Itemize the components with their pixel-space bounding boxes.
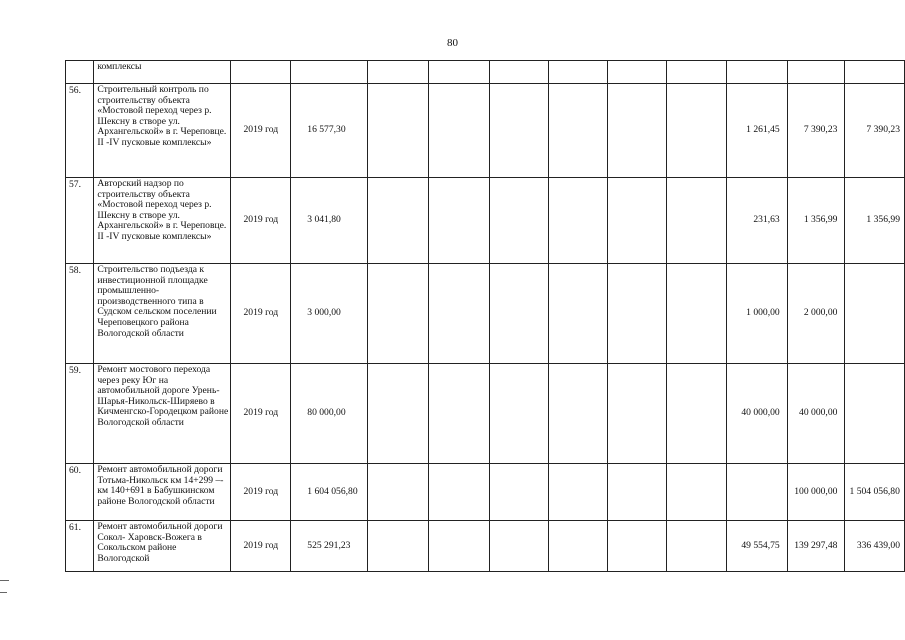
value-cell: 49 554,75 [727, 521, 788, 572]
value-cell: 231,63 [727, 178, 788, 264]
total-cell: 16 577,30 [291, 84, 368, 178]
empty-cell [667, 364, 727, 464]
empty-cell [845, 61, 905, 84]
margin-mark [0, 580, 9, 581]
empty-cell [667, 264, 727, 364]
value-cell: 139 297,48 [787, 521, 845, 572]
year-cell: 2019 год [231, 521, 291, 572]
value-cell [727, 464, 788, 521]
value-cell: 336 439,00 [845, 521, 905, 572]
empty-cell [368, 464, 429, 521]
empty-cell [607, 464, 667, 521]
year-cell: 2019 год [231, 84, 291, 178]
empty-cell [368, 364, 429, 464]
item-name-cell: Авторский надзор по строительству объекта «Мостовой переход через р. Шексну в створе ул. Архангельской» в г. Череповце. II -IV пусковые комплексы» [94, 178, 231, 264]
table-row [66, 84, 905, 178]
margin-mark [0, 592, 7, 593]
value-cell [845, 364, 905, 464]
empty-cell [368, 84, 429, 178]
total-cell: 80 000,00 [291, 364, 368, 464]
empty-cell [429, 464, 490, 521]
total-cell: 525 291,23 [291, 521, 368, 572]
empty-cell [368, 521, 429, 572]
table-row [66, 521, 905, 572]
empty-cell [548, 61, 607, 84]
table-row [66, 178, 905, 264]
page-number: 80 [447, 37, 458, 49]
value-cell: 1 000,00 [727, 264, 788, 364]
empty-cell [429, 521, 490, 572]
empty-cell [429, 264, 490, 364]
table-row [66, 364, 905, 464]
item-name-cell: Ремонт автомобильной дороги Тотьма-Никольск км 14+299 –- км 140+691 в Бабушкинском районе Вологодской области [94, 464, 231, 521]
row-number-cell: 56. [66, 84, 94, 178]
empty-cell [667, 521, 727, 572]
value-cell: 7 390,23 [787, 84, 845, 178]
row-number-cell: 57. [66, 178, 94, 264]
value-cell: 1 504 056,80 [845, 464, 905, 521]
empty-cell [291, 61, 368, 84]
empty-cell [667, 61, 727, 84]
row-number-cell: 61. [66, 521, 94, 572]
empty-cell [667, 464, 727, 521]
empty-cell [231, 61, 291, 84]
value-cell: 100 000,00 [787, 464, 845, 521]
empty-cell [368, 61, 429, 84]
row-number-cell: 60. [66, 464, 94, 521]
empty-cell [548, 464, 607, 521]
empty-cell [489, 264, 548, 364]
row-number-cell: 58. [66, 264, 94, 364]
empty-cell [489, 84, 548, 178]
empty-cell [787, 61, 845, 84]
empty-cell [489, 521, 548, 572]
year-cell: 2019 год [231, 178, 291, 264]
value-cell: 40 000,00 [787, 364, 845, 464]
empty-cell [607, 61, 667, 84]
value-cell: 1 356,99 [845, 178, 905, 264]
value-cell [845, 264, 905, 364]
value-cell: 1 356,99 [787, 178, 845, 264]
item-name-cell: комплексы [94, 61, 231, 84]
year-cell: 2019 год [231, 264, 291, 364]
empty-cell [548, 364, 607, 464]
empty-cell [489, 178, 548, 264]
table-row [66, 464, 905, 521]
item-name-cell: Строительство подъезда к инвестиционной площадке промышленно-производственного типа в Судском сельском поселении Череповецкого района Вологодской области [94, 264, 231, 364]
row-number-cell: 59. [66, 364, 94, 464]
empty-cell [429, 84, 490, 178]
year-cell: 2019 год [231, 464, 291, 521]
empty-cell [727, 61, 788, 84]
empty-cell [548, 84, 607, 178]
empty-cell [429, 178, 490, 264]
value-cell: 7 390,23 [845, 84, 905, 178]
budget-table [65, 60, 905, 572]
value-cell: 40 000,00 [727, 364, 788, 464]
empty-cell [429, 364, 490, 464]
year-cell: 2019 год [231, 364, 291, 464]
empty-cell [489, 364, 548, 464]
total-cell: 1 604 056,80 [291, 464, 368, 521]
empty-cell [489, 464, 548, 521]
value-cell: 1 261,45 [727, 84, 788, 178]
empty-cell [607, 364, 667, 464]
row-number-cell [66, 61, 94, 84]
total-cell: 3 000,00 [291, 264, 368, 364]
empty-cell [548, 178, 607, 264]
table-row [66, 264, 905, 364]
empty-cell [607, 264, 667, 364]
empty-cell [489, 61, 548, 84]
item-name-cell: Ремонт мостового перехода через реку Юг на автомобильной дороге Урень-Шарья-Никольск-Ширяево в Кичменгско-Городецком районе Вологодской области [94, 364, 231, 464]
empty-cell [607, 84, 667, 178]
empty-cell [607, 178, 667, 264]
empty-cell [368, 264, 429, 364]
value-cell: 2 000,00 [787, 264, 845, 364]
empty-cell [607, 521, 667, 572]
empty-cell [548, 521, 607, 572]
table-row [66, 61, 905, 84]
item-name-cell: Строительный контроль по строительству объекта «Мостовой переход через р. Шексну в створе ул. Архангельской» в г. Череповце. II -IV пусковые комплексы» [94, 84, 231, 178]
empty-cell [548, 264, 607, 364]
empty-cell [429, 61, 490, 84]
empty-cell [368, 178, 429, 264]
item-name-cell: Ремонт автомобильной дороги Сокол- Харовск-Вожега в Сокольском районе Вологодской [94, 521, 231, 572]
empty-cell [667, 84, 727, 178]
empty-cell [667, 178, 727, 264]
total-cell: 3 041,80 [291, 178, 368, 264]
